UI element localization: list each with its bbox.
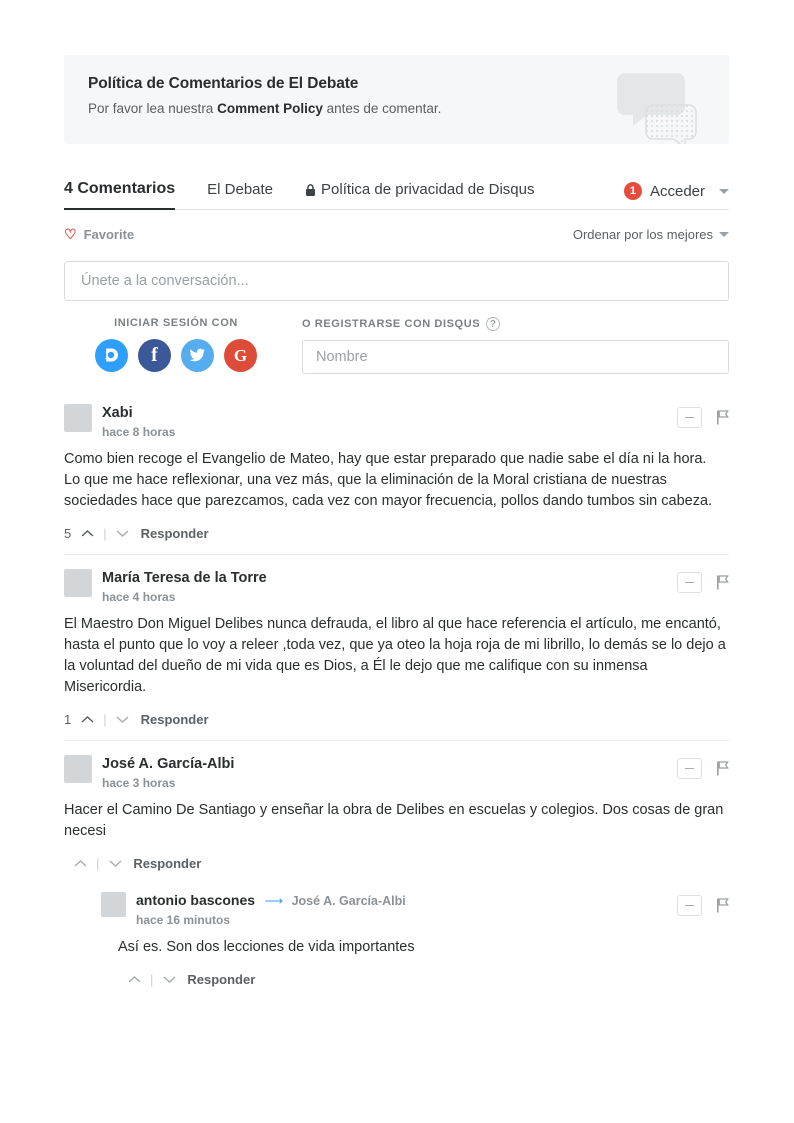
- link-privacy-policy[interactable]: [305, 181, 534, 209]
- login-area[interactable]: [624, 182, 729, 209]
- flag-icon[interactable]: [716, 575, 729, 590]
- vote-divider: |: [103, 711, 107, 727]
- comment-paragraph: Como bien recoge el Evangelio de Mateo, hay que estar preparado que nadie sabe el día ni la hora.: [64, 451, 707, 467]
- name-input[interactable]: [302, 340, 729, 374]
- comment-author[interactable]: María Teresa de la Torre: [102, 570, 267, 587]
- collapse-button[interactable]: [677, 895, 702, 916]
- favorite-button[interactable]: [64, 227, 134, 242]
- flag-icon[interactable]: [716, 761, 729, 776]
- disqus-login-button[interactable]: [95, 339, 128, 372]
- comment-timestamp: hace 4 horas: [102, 590, 176, 605]
- comment-header: [64, 569, 729, 604]
- twitter-icon: [189, 348, 206, 363]
- reply-button[interactable]: Responder: [187, 971, 256, 987]
- comment-actions: [677, 407, 729, 428]
- reply-button[interactable]: Responder: [140, 711, 209, 727]
- comment-item: [64, 569, 729, 741]
- comment-paragraph: El Maestro Don Miguel Delibes nunca defrauda, el libro al que hace referencia el artículo, me encantó, hasta el punto que lo voy a releer ,toda vez, que ya oteo la hoja roja de mi librillo, lo demás se lo dejo a la voluntad del dueño de mi vida que es Dios, a Él le dejo que me califique con su inmensa Misericordia.: [64, 616, 726, 696]
- comment-header: [64, 404, 729, 439]
- comment-item: [64, 404, 729, 555]
- comment-paragraph: Así es. Son dos lecciones de vida importantes: [118, 939, 415, 956]
- avatar: [64, 404, 92, 432]
- help-icon[interactable]: ?: [486, 317, 500, 331]
- comment-footer: [64, 852, 729, 874]
- downvote-button[interactable]: [159, 969, 179, 989]
- avatar: [64, 569, 92, 597]
- comment-timestamp: hace 8 horas: [102, 425, 176, 439]
- reply-button[interactable]: Responder: [133, 855, 202, 871]
- comment-body: [64, 800, 729, 842]
- comment-footer: [64, 522, 729, 544]
- sort-dropdown[interactable]: [573, 227, 729, 242]
- comment-policy-link[interactable]: Comment Policy: [217, 101, 323, 116]
- social-buttons: [64, 339, 288, 372]
- comment-input-placeholder: Únete a la conversación...: [81, 273, 249, 289]
- chevron-down-icon[interactable]: [719, 189, 729, 194]
- favorite-label: Favorite: [83, 226, 135, 242]
- collapse-button[interactable]: [677, 407, 702, 428]
- notification-badge[interactable]: 1: [624, 182, 642, 200]
- flag-icon[interactable]: [716, 410, 729, 425]
- comment-footer: [118, 968, 729, 990]
- comment-actions: [677, 758, 729, 779]
- tab-comments-count[interactable]: 4 Comentarios: [64, 180, 175, 210]
- comment-input[interactable]: [64, 261, 729, 301]
- downvote-button[interactable]: [113, 709, 133, 729]
- collapse-button[interactable]: [677, 758, 702, 779]
- reply-target-author[interactable]: José A. García-Albi: [291, 894, 406, 909]
- speech-bubble-icon: [615, 69, 701, 144]
- comment-meta: [102, 755, 234, 790]
- policy-text-after: antes de comentar.: [322, 101, 442, 116]
- lock-icon: [305, 184, 316, 197]
- vote-divider: |: [96, 855, 100, 871]
- sort-row: [64, 223, 729, 245]
- reply-button[interactable]: Responder: [140, 525, 209, 541]
- upvote-button[interactable]: [77, 523, 97, 543]
- comment-body: [64, 614, 729, 698]
- name-input-placeholder: Nombre: [316, 349, 368, 365]
- heart-icon: ♡: [64, 226, 77, 242]
- comment-policy-banner: [64, 55, 729, 144]
- comment-actions: [677, 572, 729, 593]
- comment-timestamp: hace 16 minutos: [136, 913, 231, 928]
- comments-navbar: [64, 166, 729, 210]
- vote-divider: |: [150, 971, 154, 987]
- comment-meta: [102, 404, 175, 439]
- avatar: [64, 755, 92, 783]
- collapse-button[interactable]: [677, 572, 702, 593]
- login-with-label: INICIAR SESIÓN CON: [114, 317, 238, 329]
- comment-header: [64, 755, 729, 790]
- comment-reply-item: [101, 892, 729, 990]
- flag-icon[interactable]: [716, 898, 729, 913]
- vote-count: 1: [64, 711, 72, 727]
- comment-policy-title: Política de Comentarios de El Debate: [88, 75, 359, 92]
- login-label[interactable]: Acceder: [649, 182, 705, 200]
- comment-divider: [64, 554, 729, 555]
- policy-text-before: Por favor lea nuestra: [88, 101, 218, 116]
- chevron-down-icon-sort: [719, 232, 729, 237]
- twitter-login-button[interactable]: [181, 339, 214, 372]
- vote-count: 5: [64, 525, 72, 541]
- register-label: O REGISTRARSE CON DISQUS: [302, 318, 481, 330]
- sort-label: Ordenar por los mejores: [572, 226, 713, 242]
- comment-policy-subtitle: [88, 101, 705, 116]
- comment-timestamp: hace 3 horas: [102, 776, 176, 791]
- register-label-row: [302, 317, 729, 331]
- comment-item: [64, 755, 729, 874]
- upvote-button[interactable]: [124, 969, 144, 989]
- vote-divider: |: [103, 525, 107, 541]
- facebook-login-button[interactable]: f: [138, 339, 171, 372]
- upvote-button[interactable]: [77, 709, 97, 729]
- privacy-policy-label: Política de privacidad de Disqus: [321, 181, 535, 198]
- comment-paragraph: Hacer el Camino De Santiago y enseñar la obra de Delibes en escuelas y colegios. Dos cosas de gran necesi: [64, 802, 724, 840]
- login-row: [64, 317, 729, 374]
- comment-body: [64, 449, 729, 512]
- reply-arrow-icon: ⟶: [264, 893, 284, 909]
- comment-paragraph: Lo que me hace reflexionar, una vez más, que la eliminación de la Moral cristiana de nuestras sociedades hace que parezcamos, cada vez con mayor frecuencia, pollos dando tumbos sin cabeza.: [64, 472, 713, 510]
- downvote-button[interactable]: [105, 853, 125, 873]
- comment-footer: [64, 708, 729, 730]
- register-block: [288, 317, 729, 374]
- social-login-block: [64, 317, 288, 372]
- avatar: [101, 892, 126, 917]
- google-login-button[interactable]: G: [224, 339, 257, 372]
- comment-author[interactable]: antonio bascones: [136, 892, 256, 909]
- comment-author[interactable]: José A. García-Albi: [102, 756, 235, 773]
- downvote-button[interactable]: [113, 523, 133, 543]
- content-wrapper: [64, 55, 729, 996]
- comment-author[interactable]: Xabi: [102, 405, 133, 421]
- comment-header: [101, 892, 729, 927]
- comment-meta: [102, 569, 267, 604]
- comment-divider: [64, 740, 729, 741]
- tab-site-name[interactable]: El Debate: [207, 181, 274, 198]
- upvote-button[interactable]: [70, 853, 90, 873]
- comment-actions: [677, 895, 729, 916]
- comment-body: [118, 937, 729, 958]
- comment-meta: [136, 892, 406, 927]
- comments-list: [64, 404, 729, 990]
- disqus-icon: [103, 347, 120, 364]
